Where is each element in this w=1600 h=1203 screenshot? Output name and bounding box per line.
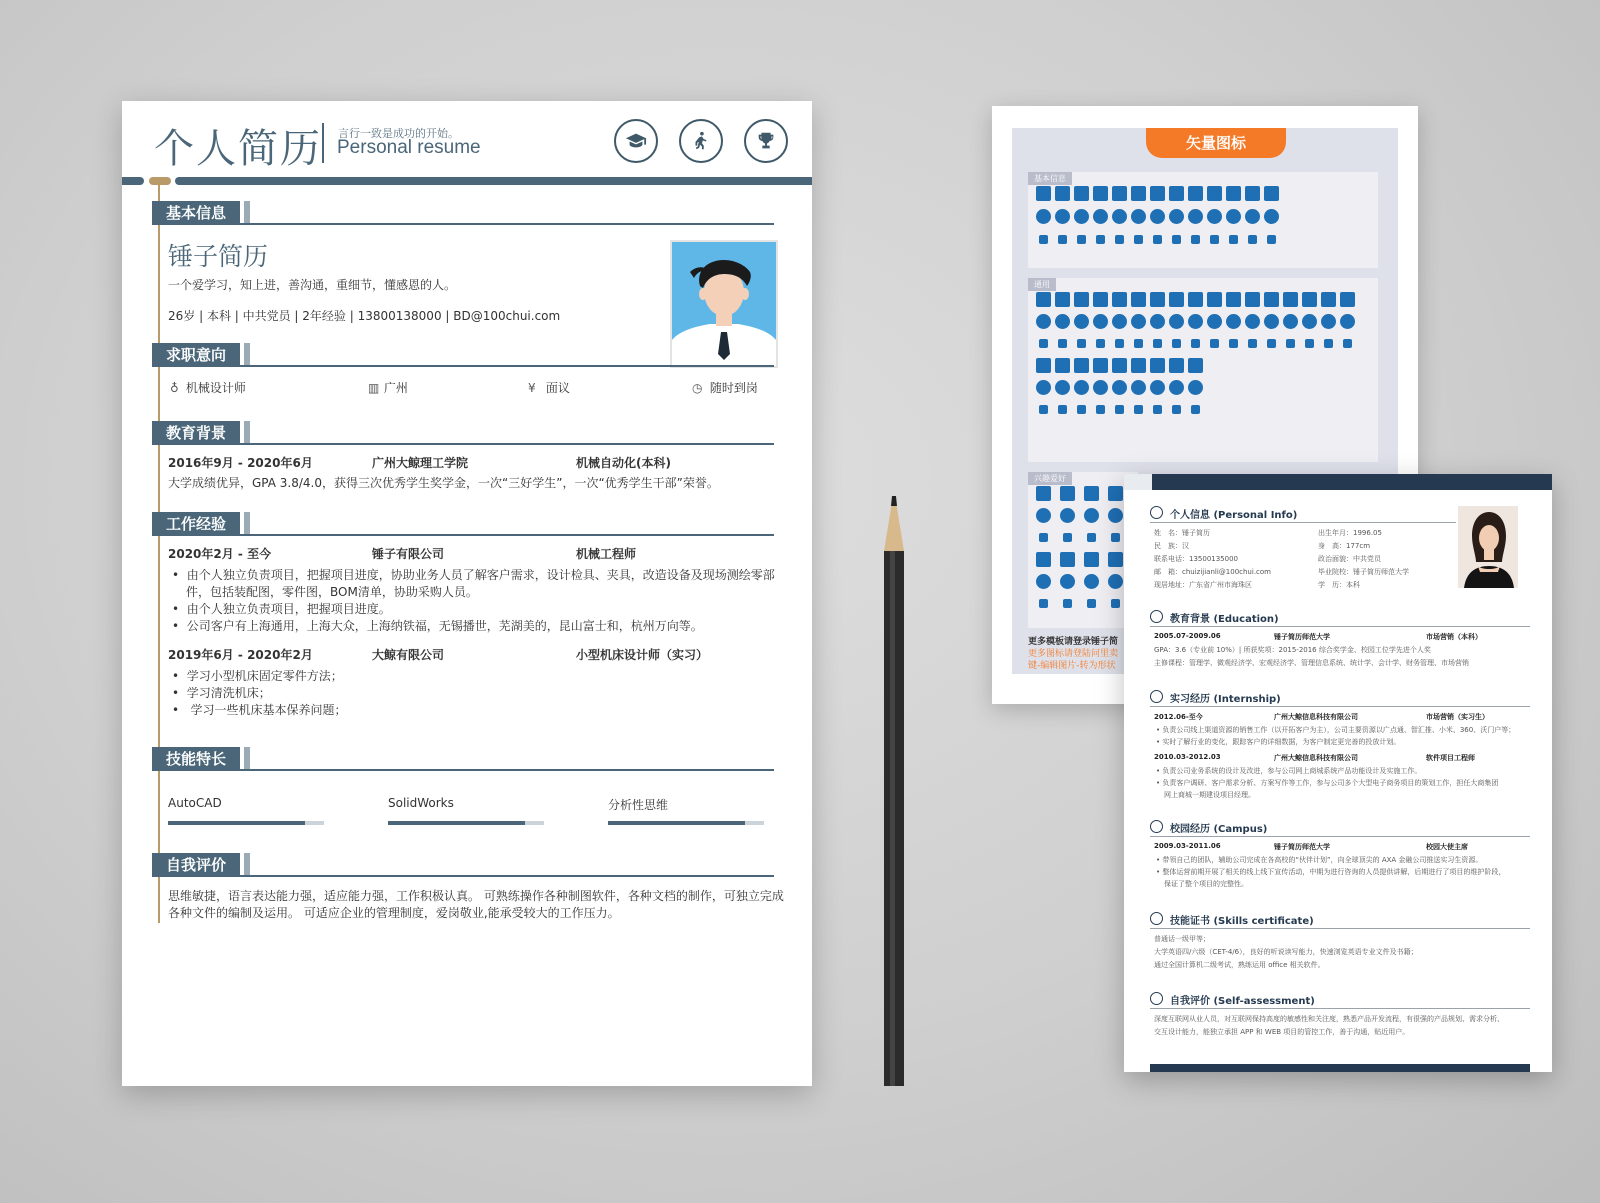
skill-bar [168,821,305,825]
vector-sample-icon [1074,209,1089,224]
vector-sample-icon [1207,209,1222,224]
vector-sample-icon [1283,314,1298,329]
vector-sample-icon [1131,402,1146,417]
vector-sample-icon [1226,314,1241,329]
vector-sample-icon [1055,292,1070,307]
vector-sample-icon [1112,380,1127,395]
building-icon: ▥ [368,381,380,395]
edu-desc: 大学成绩优异，GPA 3.8/4.0，获得三次优秀学生奖学金，一次“三好学生”，一次“优秀学生干部”荣誉。 [168,476,719,490]
vector-sample-icon [1112,402,1127,417]
candidate-name: 锤子简历 [168,242,269,271]
self-eval-line-2: 各种文件的编制及运用。 可适应企业的管理制度，爱岗敬业,能承受较大的工作压力。 [168,906,620,920]
vector-sample-icon [1150,336,1165,351]
vector-icons-tag: 矢量图标 [1146,128,1286,158]
section-rule [1150,928,1530,929]
list-item: • 负责客户调研、客户需求分析、方案写作等工作，参与公司多个大型电子商务项目的策划工作，担任大商集团 [1156,779,1499,787]
vector-sample-icon [1108,596,1123,611]
header-bar-gold [149,177,171,185]
vector-sample-icon [1060,552,1075,567]
vector-sample-icon [1169,336,1184,351]
list-item: • 带领自己的团队，辅助公司完成在各高校的“伙伴计划”，向全球顶尖的 AXA 金融公司推送实习生资源。 [1156,856,1483,864]
section-rule [152,875,774,877]
vector-sample-icon [1245,209,1260,224]
icon-group-general [1028,278,1378,462]
vector-sample-icon [1340,292,1355,307]
icon-group-label: 通用 [1028,278,1056,291]
vector-sample-icon [1188,292,1203,307]
skill-name: SolidWorks [388,796,454,810]
vector-sample-icon [1036,209,1051,224]
vector-sample-icon [1131,358,1146,373]
vector-sample-icon [1108,486,1123,501]
person-walking-icon [679,119,723,163]
sheet-top-bar-accent [1124,474,1152,490]
vector-sample-icon [1188,186,1203,201]
list-item: • 实时了解行业的变化，跟踪客户的详细数据，为客户制定更完善的投放计划。 [1156,738,1401,746]
sheet-top-bar [1124,474,1552,490]
vector-sample-icon [1302,292,1317,307]
vector-sample-icon [1036,292,1051,307]
vector-sample-icon [1169,232,1184,247]
intent-availability [692,379,758,396]
vector-sample-icon [1036,402,1051,417]
vector-sample-icon [1055,314,1070,329]
section-rule [1150,706,1530,707]
section-heading-education: 教育背景 [152,421,240,445]
vector-sample-icon [1084,486,1099,501]
title-divider [322,123,324,163]
edit-icon [1150,992,1163,1005]
info-field: 姓 名：锤子简历 [1154,529,1210,537]
section-heading-work: 工作经验 [152,512,240,536]
promo-line-3: 键-编辑图片-转为形状 [1028,661,1116,671]
edu-period: 2016年9月 - 2020年6月 [168,456,313,470]
flag-icon [1150,820,1163,833]
vector-sample-icon [1084,508,1099,523]
vector-sample-icon [1055,380,1070,395]
vector-sample-icon [1169,209,1184,224]
vector-sample-icon [1245,292,1260,307]
vector-sample-icon [1093,358,1108,373]
vector-sample-icon [1226,186,1241,201]
list-item: • 由个人独立负责项目，把握项目进度，协助业务人员了解客户需求，设计检具、夹具，改造设备及现场测绘零部 [172,568,775,582]
vector-sample-icon [1036,552,1051,567]
vector-sample-icon [1131,232,1146,247]
self-line: 交互设计能力，能独立承担 APP 和 WEB 项目的管控工作，善于沟通，贴近用户。 [1154,1028,1410,1036]
vector-sample-icon [1074,380,1089,395]
vector-sample-icon [1112,358,1127,373]
section-rule [1150,1008,1530,1009]
edu-school: 锤子简历师范大学 [1274,633,1330,641]
vector-sample-icon [1060,574,1075,589]
vector-sample-icon [1207,186,1222,201]
vector-sample-icon [1283,292,1298,307]
list-item: • 公司客户有上海通用，上海大众，上海纳铁福，无锡播世，芜湖美的，昆山富士和，杭州万向等。 [172,619,703,633]
vector-sample-icon [1150,209,1165,224]
header-bar-left [122,177,144,185]
vector-sample-icon [1264,336,1279,351]
info-field: 联系电话：13500135000 [1154,555,1238,563]
info-field: 出生年月：1996.05 [1318,529,1382,537]
vector-sample-icon [1150,314,1165,329]
resume-title: 个人简历 [154,126,322,172]
campus-role: 校园大使主席 [1426,843,1468,851]
vector-sample-icon [1131,380,1146,395]
pencil [884,496,904,1086]
section-heading: 校园经历 (Campus) [1170,824,1268,835]
vector-sample-icon [1131,314,1146,329]
vector-sample-icon [1150,358,1165,373]
vector-sample-icon [1036,336,1051,351]
vector-sample-icon [1036,508,1051,523]
vector-sample-icon [1207,314,1222,329]
vector-sample-icon [1060,486,1075,501]
vector-sample-icon [1074,402,1089,417]
edu-major: 市场营销（本科） [1426,633,1482,641]
vector-sample-icon [1226,336,1241,351]
skill-track [388,821,544,825]
intern-company: 广州大鲸信息科技有限公司 [1274,754,1358,762]
list-item: • 由个人独立负责项目，把握项目进度。 [172,602,391,616]
vector-sample-icon [1036,314,1051,329]
vector-sample-icon [1060,530,1075,545]
vector-sample-icon [1340,336,1355,351]
vector-sample-icon [1036,596,1051,611]
sheet-bottom-bar [1150,1064,1530,1072]
vector-sample-icon [1108,574,1123,589]
vector-sample-icon [1131,292,1146,307]
trophy-icon [744,119,788,163]
section-rule [1150,522,1456,523]
list-item: • 整体运营前期开展了相关的线上线下宣传活动，中期为进行咨询的人员提供讲解，后期进行了项目的维护阶段， [1156,868,1506,876]
edu-period: 2005.07-2009.06 [1154,632,1221,640]
intent-availability-label: 随时到岗 [709,381,758,395]
vector-sample-icon [1245,314,1260,329]
icon-group-basic [1028,172,1378,268]
vector-sample-icon [1055,402,1070,417]
skill-track [168,821,324,825]
briefcase-icon [1150,690,1163,703]
list-item: • 负责公司业务系统的设计及改进，参与公司网上商城系统产品功能设计及实施工作。 [1156,767,1422,775]
vector-sample-icon [1321,314,1336,329]
vector-sample-icon [1169,314,1184,329]
section-heading: 技能证书 (Skills certificate) [1170,916,1314,927]
info-field: 身 高：177cm [1318,542,1371,550]
vector-sample-icon [1060,596,1075,611]
vector-sample-icon [1302,336,1317,351]
intent-position-label: 机械设计师 [185,381,246,395]
promo-line-1: 更多模板请登录锤子简 [1028,637,1119,647]
vector-sample-icon [1074,358,1089,373]
cert-line: 大学英语四/六级（CET-4/6），良好的听说读写能力，快速浏览英语专业文件及书籍； [1154,948,1418,956]
edu-major: 机械自动化(本科) [576,456,671,470]
vector-sample-icon [1150,402,1165,417]
vector-sample-icon [1188,380,1203,395]
vector-sample-icon [1108,508,1123,523]
info-field: 学 历：本科 [1318,581,1360,589]
sample-resume-page [1124,474,1552,1072]
vector-sample-icon [1060,508,1075,523]
vector-sample-icon [1264,314,1279,329]
vector-sample-icon [1112,209,1127,224]
vector-sample-icon [1112,336,1127,351]
vector-sample-icon [1036,232,1051,247]
promo-line-2: 更多图标请登陆问里卖 [1028,649,1119,659]
vector-sample-icon [1112,292,1127,307]
intent-salary-label: 面议 [545,381,570,395]
work-2-period: 2019年6月 - 2020年2月 [168,648,313,662]
section-heading-self: 自我评价 [152,853,240,877]
section-rule [152,769,774,771]
vector-sample-icon [1302,314,1317,329]
intern-role: 市场营销（实习生） [1426,713,1489,721]
intent-city [368,379,408,396]
vector-sample-icon [1321,292,1336,307]
list-item: • 负责公司线上渠道资源的销售工作（以开拓客户为主），公司主要资源以广点通、智汇推、小米、360、沃门户等； [1156,726,1516,734]
icon-group-hobbies [1028,472,1138,628]
intent-position [170,379,246,396]
vector-sample-icon [1340,314,1355,329]
vector-sample-icon [1084,552,1099,567]
vector-sample-icon [1226,232,1241,247]
skill-bar [608,821,745,825]
section-heading-skills: 技能特长 [152,747,240,771]
list-item: 网上商城一期建设项目经理。 [1164,791,1255,799]
graduation-cap-icon [614,119,658,163]
candidate-tagline: 一个爱学习，知上进，善沟通，重细节，懂感恩的人。 [168,278,457,292]
section-rule [152,534,774,536]
edu-detail: GPA：3.6（专业前 10%）| 所获奖项：2015-2016 综合奖学金、校园工位学先进个人奖 [1154,646,1431,654]
vector-sample-icon [1036,530,1051,545]
section-rule [152,443,774,445]
section-rule [1150,626,1530,627]
vector-sample-icon [1131,209,1146,224]
vector-sample-icon [1093,314,1108,329]
vector-sample-icon [1150,380,1165,395]
info-field: 邮 箱：chuizijianli@100chui.com [1154,568,1271,576]
list-item: • 学习一些机床基本保养问题； [172,703,347,717]
skill-name: AutoCAD [168,796,222,810]
vector-sample-icon [1264,209,1279,224]
vector-sample-icon [1084,596,1099,611]
work-2-company: 大鲸有限公司 [372,648,445,662]
vector-sample-icon [1207,292,1222,307]
list-item: • 学习小型机床固定零件方法； [172,669,343,683]
section-rule [152,365,774,367]
avatar [670,240,778,368]
vector-sample-icon [1188,358,1203,373]
resume-motto: 言行一致是成功的开始。 [338,127,459,140]
vector-sample-icon [1207,232,1222,247]
vector-sample-icon [1074,232,1089,247]
vector-sample-icon [1093,209,1108,224]
work-1-company: 锤子有限公司 [372,547,445,561]
vector-sample-icon [1226,209,1241,224]
vector-sample-icon [1245,186,1260,201]
campus-period: 2009.03-2011.06 [1154,842,1221,850]
vector-sample-icon [1188,209,1203,224]
intern-period: 2012.06-至今 [1154,713,1203,721]
vector-sample-icon [1093,402,1108,417]
tools-icon [1150,912,1163,925]
icon-group-label: 兴趣爱好 [1028,472,1072,485]
section-rule [1150,836,1530,837]
vector-sample-icon [1169,402,1184,417]
vector-sample-icon [1321,336,1336,351]
vector-sample-icon [1074,186,1089,201]
vector-sample-icon [1074,336,1089,351]
vector-sample-icon [1245,336,1260,351]
vector-sample-icon [1055,358,1070,373]
intern-period: 2010.03-2012.03 [1154,753,1221,761]
section-heading: 自我评价 (Self-assessment) [1170,996,1315,1007]
vector-sample-icon [1055,186,1070,201]
icon-group-label: 基本信息 [1028,172,1072,185]
vector-sample-icon [1264,292,1279,307]
vector-sample-icon [1131,336,1146,351]
info-field: 政治面貌：中共党员 [1318,555,1381,563]
intent-city-label: 广州 [383,381,408,395]
vector-sample-icon [1093,380,1108,395]
section-heading: 教育背景 (Education) [1170,614,1279,625]
vector-sample-icon [1055,209,1070,224]
vector-sample-icon [1108,552,1123,567]
vector-sample-icon [1093,292,1108,307]
intent-salary [528,379,570,396]
vector-sample-icon [1169,186,1184,201]
cert-line: 通过全国计算机二级考试，熟练运用 office 相关软件。 [1154,961,1325,969]
work-2-role: 小型机床设计师（实习） [576,648,709,662]
vector-sample-icon [1055,336,1070,351]
vector-sample-icon [1169,380,1184,395]
header-bar-main [175,177,812,185]
section-heading: 个人信息 (Personal Info) [1170,510,1298,521]
timeline-line [158,185,160,923]
vector-sample-icon [1093,186,1108,201]
vector-sample-icon [1150,186,1165,201]
vector-sample-icon [1150,232,1165,247]
resume-english-title: Personal resume [337,137,481,158]
vector-sample-icon [1226,292,1241,307]
work-1-period: 2020年2月 - 至今 [168,547,272,561]
clock-icon: ◷ [692,381,703,395]
intern-company: 广州大鲸信息科技有限公司 [1274,713,1358,721]
list-item: 件，包括装配图，零件图，BOM清单，协助采购人员。 [186,585,478,599]
portrait-photo [1458,506,1518,588]
vector-sample-icon [1112,232,1127,247]
campus-school: 锤子简历师范大学 [1274,843,1330,851]
info-field: 民 族：汉 [1154,542,1189,550]
vector-sample-icon [1131,186,1146,201]
vector-sample-icon [1084,574,1099,589]
main-resume-page [122,101,812,1086]
vector-sample-icon [1036,380,1051,395]
candidate-info: 26岁 | 本科 | 中共党员 | 2年经验 | 13800138000 | BD@100chui.com [168,309,561,323]
vector-sample-icon [1108,530,1123,545]
vector-sample-icon [1036,186,1051,201]
vector-sample-icon [1245,232,1260,247]
id-card-icon [1150,506,1163,519]
cert-line: 普通话一级甲等； [1154,935,1210,943]
vector-sample-icon [1084,530,1099,545]
vector-sample-icon [1188,314,1203,329]
vector-sample-icon [1188,402,1203,417]
vector-sample-icon [1169,358,1184,373]
work-1-role: 机械工程师 [576,547,637,561]
vector-sample-icon [1264,232,1279,247]
self-line: 深度互联网从业人员，对互联网保持高度的敏感性和关注度，熟悉产品开发流程，有很强的产品规划、需求分析、 [1154,1015,1504,1023]
info-field: 毕业院校：锤子简历师范大学 [1318,568,1409,576]
edu-school: 广州大鲸理工学院 [372,456,469,470]
vector-sample-icon [1074,292,1089,307]
vector-sample-icon [1283,336,1298,351]
yen-icon: ¥ [528,381,536,395]
info-field: 现居地址：广东省广州市海珠区 [1154,581,1252,589]
medal-icon: ♁ [170,381,179,395]
section-heading-basic: 基本信息 [152,201,240,225]
section-heading: 实习经历 (Internship) [1170,694,1281,705]
list-item: • 学习清洗机床； [172,686,271,700]
vector-sample-icon [1150,292,1165,307]
section-heading-intent: 求职意向 [152,343,240,367]
self-eval-line-1: 思维敏捷，语言表达能力强，适应能力强，工作积极认真。 可熟练操作各种制图软件，各种文档的制作，可独立完成 [168,889,784,903]
vector-sample-icon [1169,292,1184,307]
intern-role: 软件项目工程师 [1426,754,1475,762]
vector-sample-icon [1036,486,1051,501]
skill-name: 分析性思维 [608,798,669,812]
section-rule [152,223,774,225]
vector-sample-icon [1112,314,1127,329]
vector-sample-icon [1093,232,1108,247]
vector-sample-icon [1112,186,1127,201]
graduation-cap-icon [1150,610,1163,623]
vector-sample-icon [1207,336,1222,351]
vector-sample-icon [1074,314,1089,329]
skill-track [608,821,764,825]
vector-sample-icon [1188,232,1203,247]
edu-detail: 主修课程：管理学、微观经济学、宏观经济学、管理信息系统、统计学、会计学、财务管理、市场营销 [1154,659,1469,667]
list-item: 保证了整个项目的完整性。 [1164,880,1248,888]
vector-sample-icon [1188,336,1203,351]
vector-sample-icon [1264,186,1279,201]
vector-sample-icon [1036,358,1051,373]
vector-sample-icon [1093,336,1108,351]
vector-sample-icon [1036,574,1051,589]
vector-sample-icon [1055,232,1070,247]
skill-bar [388,821,525,825]
